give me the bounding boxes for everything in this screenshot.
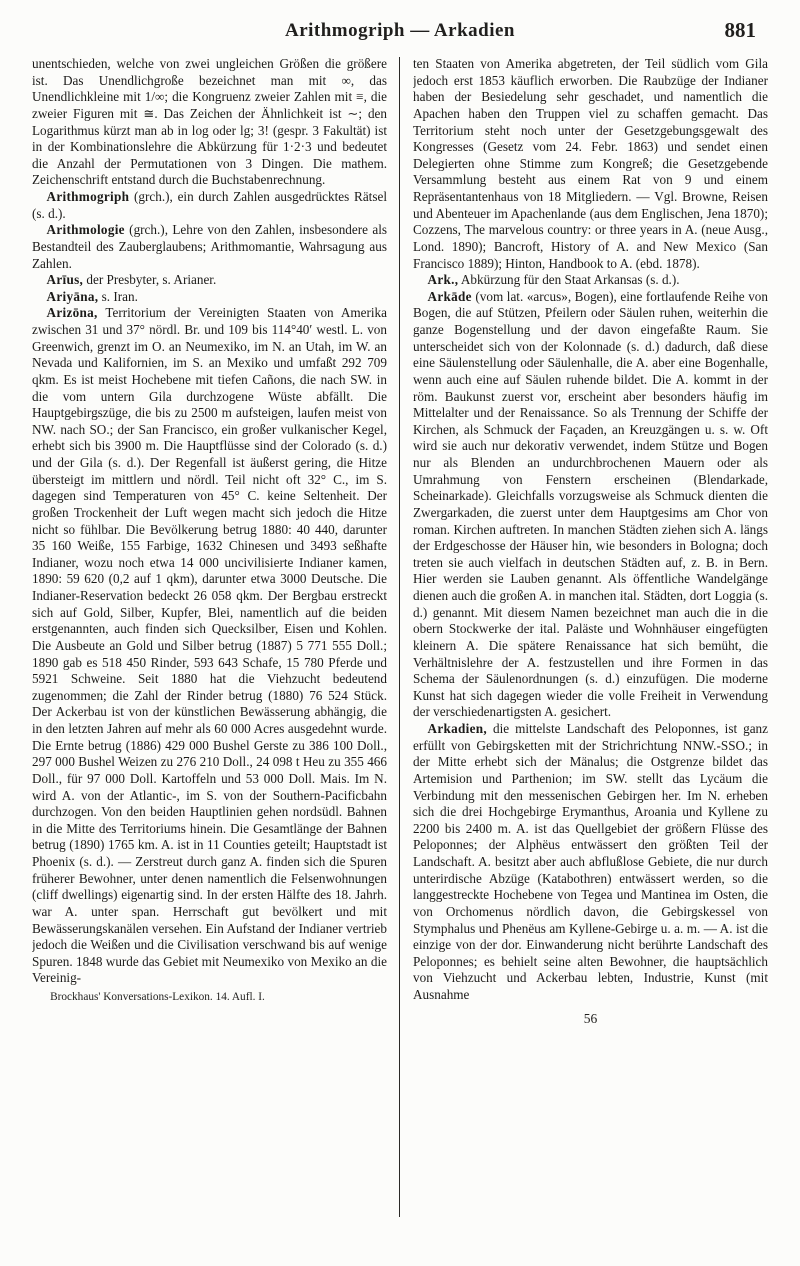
text-columns	[32, 56, 768, 1242]
entry-text: die mittelste Landschaft des Peloponnes, ist ganz erfüllt von Gebirgsketten mit der Strichrichtung NNW.-SSO.; in der Mitte erhebt sich der Mänalus; die Ostgrenze bildet das Artemision und Parthenion; im SW. stellt das Lycäum die Verbindung mit den messenischen Gebirgen her. Im N. erheben sich die drei Hochgebirge Erymanthus, Aroania und Kyllene zu 2200 bis 2400 m. A. ist das Quellgebiet der größern Flüsse des Peloponnes; der Alphëus entwässert den größten Teil der Landschaft. A. besitzt aber auch abflußlose Gebiete, die nur durch unterirdische Abzüge (Katabothren) entwässert werden, so die langgestreckte Hochebene von Tegea und Mantinea im Osten, die von Orchomenus nördlich davon, die Gebirgskessel von Stymphalus und Phenëus am Kyllene-Gebirge u. a. m. — A. ist die einzige von der dor. Einwanderung nicht berührte Landschaft des Peloponnes; es behielt seine alten Bewohner, die hauptsächlich von Viehzucht und Ackerbau lebten, Industrie, Kunst (mit Ausnahme	[413, 721, 768, 1002]
entry-continuation-arithmetik	[32, 56, 387, 189]
page-header	[0, 16, 800, 50]
entry-continuation-arizona	[413, 56, 768, 272]
entry-text: Territorium der Vereinigten Staaten von Amerika zwischen 31 und 37° nördl. Br. und 109 bis 114°40′ westl. L. von Greenwich, grenzt im O. an Neumexiko, im N. an Utah, im W. an Nevada und Kalifornien, im S. an Mexiko und umfaßt 292 709 qkm. Es ist meist Hochebene mit tiefen Cañons, die nach SW. in die vom untern Gila durchzogene Wüste abfällt. Die Hauptgebirgszüge, die bis zu 2500 m aufsteigen, laufen meist von NW. nach SO.; der San Francisco, ein großer vulkanischer Kegel, erhebt sich bis 3900 m. Die Hauptflüsse sind der Colorado (s. d.) und der Gila (s. d.). Der Regenfall ist äußerst gering, die Hitze übersteigt im mittlern und nördl. Teil nicht oft 32° C., im S. dagegen sind Temperaturen von 45° C. keine Seltenheit. Der großen Trockenheit der Luft wegen macht sich jedoch die Hitze nicht so fühlbar. Die Bevölkerung betrug 1880: 40 440, darunter 35 160 Weiße, 155 Farbige, 1632 Chinesen und 3493 seßhafte Indianer, wozu noch etwa 14 000 uncivilisierte Indianer kamen, 1890: 59 620 (0,2 auf 1 qkm), darunter etwa 3000 Deutsche. Die Indianer-Reservation bedeckt 26 058 qkm. Der Bergbau erstreckt sich auf Gold, Silber, Kupfer, Blei, namentlich auf die beiden erstgenannten, auch finden sich Quecksilber, Eisen und Kohlen. Die Ausbeute an Gold und Silber betrug (1887) 5 771 555 Doll.; 1890 gab es 518 450 Rinder, 593 643 Schafe, 15 780 Pferde und 5921 Schweine. Seit 1880 hat die Viehzucht bedeutend zugenommen; die Zahl der Rinder betrug (1880) 76 524 Stück. Der Ackerbau ist von der künstlichen Bewässerung abhängig, die in den letzten Jahren auf mehr als 60 000 Acres ausgedehnt wurde. Die Ernte betrug (1886) 429 000 Bushel Gerste zu 386 100 Doll., 297 000 Bushel Weizen zu 276 210 Doll., 24 098 t Heu zu 355 466 Doll., für 97 000 Doll. Kartoffeln und 53 000 Doll. Mais. Im N. wird A. von der Atlantic-, im S. von der Southern-Pacificbahn durchzogen. Von den beiden Hauptlinien gehen nordsüdl. Bahnen in die Mitte des Territoriums hinein. Die Gesamtlänge der Bahnen betrug (1890) 1765 km. A. ist in 11 Counties geteilt; Hauptstadt ist Phoenix (s. d.). — Zerstreut durch ganz A. finden sich die Spuren früherer Bewohner, unter denen namentlich die Felsenwohnungen (cliff dwellings) eigenartig sind. In der ersten Hälfte des 18. Jahrh. war A. unter span. Herrschaft gut bevölkert und mit Bewässerungskanälen versehen. Ein Aufstand der Indianer vertrieb jedoch die Weißen und die Civilisation verschwand bis auf wenige Spuren. 1848 wurde das Gebiet mit Neumexiko von Mexiko an die Vereinig-	[32, 305, 387, 986]
entry-text: Abkürzung für den Staat Arkansas (s. d.).	[458, 272, 680, 288]
headword: Arkadien,	[427, 721, 488, 736]
entry-ark	[413, 272, 768, 289]
entry-arkadien	[413, 721, 768, 1004]
headword: Arkāde	[427, 288, 472, 304]
entry-text: unentschieden, welche von zwei ungleichen Größen die größere ist. Das Unendlichgroße bezeichnet man mit ∞, das Unendlichkleine mit 1/∞; die Kongruenz zweier Zahlen mit ≡, die zweier Figuren mit ≅. Das Zeichen der Ähnlichkeit ist ∼; den Logarithmus kürzt man ab in log oder lg; 3! (gespr. 3 Fakultät) ist in der Kombinationslehre die Abkürzung für 1·2·3 und bedeutet die Anzahl der Permutationen von 3 Dingen. Die mathem. Zeichenschrift entstand durch die Buchstabenrechnung.	[32, 56, 387, 188]
entry-arizona	[32, 305, 387, 987]
headword: Arizōna,	[46, 305, 98, 321]
headword: Ariyāna,	[46, 288, 99, 304]
headword: Ark.,	[427, 272, 459, 288]
column-right	[413, 56, 768, 1242]
volume-signature: Brockhaus' Konversations-Lexikon. 14. Aufl. I.	[50, 991, 265, 1003]
sheet-number: 56	[583, 1010, 598, 1026]
page-number: 881	[724, 18, 756, 42]
entry-text: (grch.), Lehre von den Zahlen, insbesondere als Bestandteil des Zauberglaubens; Arithmomantie, Wahrsagung aus Zahlen.	[32, 222, 387, 271]
entry-text: s. Iran.	[98, 288, 138, 304]
running-title: Arithmogriph — Arkadien	[284, 20, 516, 41]
entry-arkade	[413, 289, 768, 721]
entry-arius	[32, 272, 387, 289]
headword: Arīus,	[46, 272, 84, 288]
headword: Arithmologie	[46, 222, 125, 238]
column-left	[32, 56, 387, 1242]
entry-arithmogriph	[32, 189, 387, 222]
entry-text: ten Staaten von Amerika abgetreten, der Teil südlich vom Gila jedoch erst 1853 käuflich erworben. Die Raubzüge der Indianer haben der Besiedelung sehr geschadet, und namentlich die Apachen haben den Truppen viel zu schaffen gemacht. Das Territorium steht noch unter der Gesetzgebungsgewalt des Kongresses (Gesetz vom 24. Febr. 1863) und sendet einen Delegierten ohne Stimme zum Kongreß; die Gesetzgebende Versammlung besteht aus einem Rat von 9 und einem Repräsentantenhaus von 18 Mitgliedern. — Vgl. Browne, Reisen und Abenteuer im Apachenlande (aus dem Englischen, Jena 1870); Cozzens, The marvelous country: or three years in A. (neue Ausg., Lond. 1890); Bancroft, History of A. and New Mexico (San Francisco 1889); Hinton, Handbook to A. (ebd. 1878).	[413, 56, 768, 271]
entry-arithmologie	[32, 222, 387, 272]
headword: Arithmogriph	[46, 189, 130, 204]
entry-text: der Presbyter, s. Arianer.	[83, 272, 217, 288]
entry-ariyana	[32, 289, 387, 306]
entry-text: (vom lat. «arcus», Bogen), eine fortlaufende Reihe von Bogen, die auf Stützen, Pfeilern oder Säulen ruhen, weiterhin die ganze Bogenstellung und der davon eingefaßte Raum. Sie unterscheidet sich von der Kolonnade (s. d.) dadurch, daß diese eine Säulenstellung oder Säulenhalle, die A. aber eine Bogenhalle, wenn auch eine auf Säulen ruhende bildet. Die A. kommt in der röm. Baukunst zuerst vor, erscheint aber besonders häufig im Mittelalter und der Renaissance. So als Trennung der Schiffe der Kirchen, als Schmuck der Façaden, an Kreuzgängen u. s. w. Oft wird sie auch nur dekorativ verwendet, indem Stütze und Bogen nur als Blenden an undurchbrochenen Mauern oder als Umrahmung von Fenstern erscheinen (Blendarkade, Scheinarkade). Gleichfalls vorzugsweise als Schmuck dienten die Zwergarkaden, die zuerst unter dem Hauptgesims am Chor von roman. Kirchen auftreten. In manchen Städten ziehen sich A. längs der Erdgeschosse der Häuser hin, wie besonders in Bologna; doch treten sie auch vielfach in deutschen Städten auf, z. B. in Bern. Hier werden sie Lauben genannt. Als öffentliche Wandelgänge dienen auch die großen A. in manchen ital. Städten, dort Loggia (s. d.) genannt. Mit diesem Namen bezeichnet man auch die in die obern Stockwerke der ital. Paläste und Wohnhäuser eingefügten kleinern A. Die spätere Renaissance hat sich bemüht, die Verhältnislehre der A. festzustellen und ihre Formen in das Schema der Säulenordnungen (s. d.) einzufügen. Die moderne Kunst hat sich dagegen wieder die volle Freiheit in Verwendung der verschiedenartigsten A. gesichert.	[413, 288, 768, 720]
entry-text: (grch.), ein durch Zahlen ausgedrücktes Rätsel (s. d.).	[32, 189, 387, 221]
